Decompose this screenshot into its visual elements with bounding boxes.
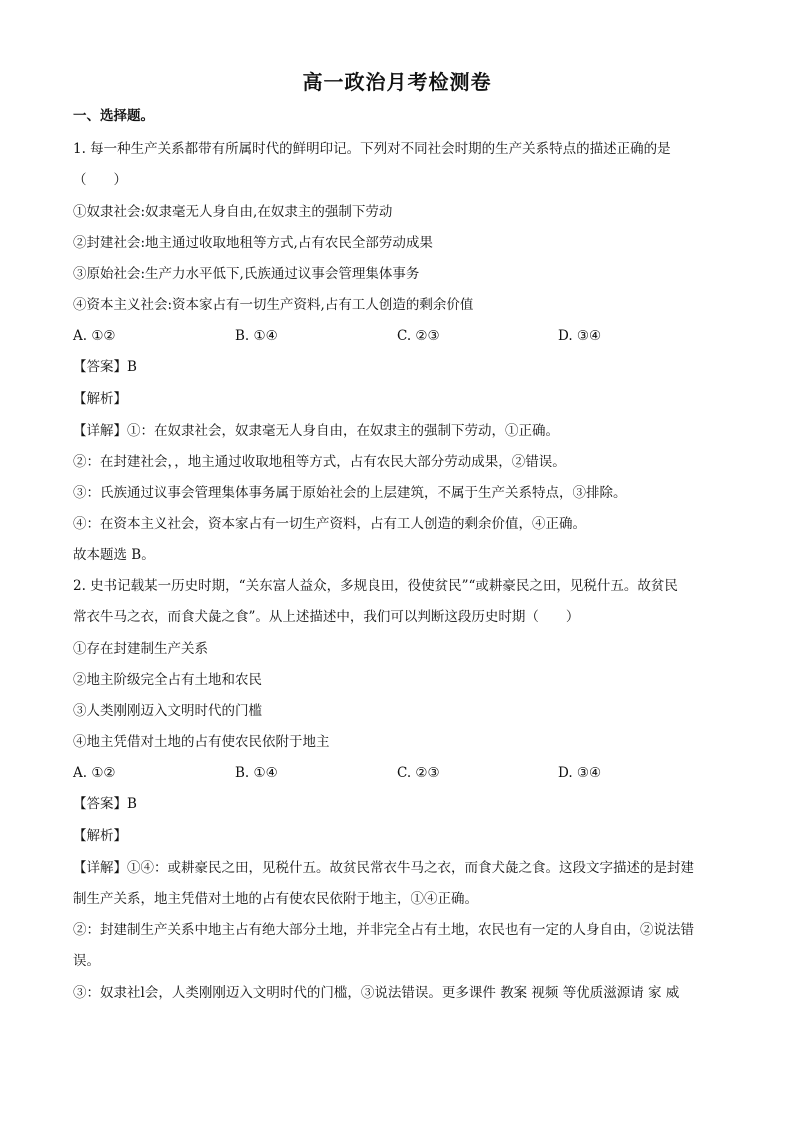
q1-stem-line1: 1. 每一种生产关系都带有所属时代的鲜明印记。下列对不同社会时期的生产关系特点的描述正确的是 <box>73 141 671 157</box>
q2-option-d: D. ③④ <box>558 765 602 781</box>
q2-explanation-line: 制生产关系，地主凭借对土地的占有使农民依附于地主，①④正确。 <box>73 891 478 907</box>
q1-option-c: C. ②③ <box>397 328 440 344</box>
q1-explanation-line: ③：氏族通过议事会管理集体事务属于原始社会的上层建筑，不属于生产关系特点，③排除。 <box>73 485 627 501</box>
q1-conclusion: 故本题选 B。 <box>73 547 155 563</box>
q1-explanation-line: ④：在资本主义社会，资本家占有一切生产资料，占有工人创造的剩余价值，④正确。 <box>73 516 586 532</box>
q1-option-b: B. ①④ <box>235 328 278 344</box>
q1-option-a: A. ①② <box>73 328 116 344</box>
q1-item-4: ④资本主义社会:资本家占有一切生产资料,占有工人创造的剩余价值 <box>73 297 474 313</box>
q2-option-b: B. ①④ <box>235 765 278 781</box>
q1-analysis-label: 【解析】 <box>73 391 127 407</box>
q2-explanation-line: ②：封建制生产关系中地主占有绝大部分土地，并非完全占有土地，农民也有一定的人身自由，②说法错 <box>73 922 694 938</box>
page-title: 高一政治月考检测卷 <box>302 70 492 94</box>
q1-explanation-line: 【详解】①：在奴隶社会，奴隶毫无人身自由，在奴隶主的强制下劳动，①正确。 <box>73 423 559 439</box>
q1-item-2: ②封建社会:地主通过收取地租等方式,占有农民全部劳动成果 <box>73 235 433 251</box>
q2-analysis-label: 【解析】 <box>73 828 127 844</box>
q2-item-4: ④地主凭借对土地的占有使农民依附于地主 <box>73 734 330 750</box>
q2-option-a: A. ①② <box>73 765 116 781</box>
q1-item-1: ①奴隶社会:奴隶毫无人身自由,在奴隶主的强制下劳动 <box>73 204 393 220</box>
q2-answer: 【答案】B <box>73 796 137 812</box>
q2-option-c: C. ②③ <box>397 765 440 781</box>
q2-stem-line1: 2. 史书记载某一历史时期，“关东富人益众，多规良田，役使贫民”“或耕豪民之田，见税什五。故贫民 <box>73 578 678 594</box>
q2-stem-line2: 常衣牛马之衣，而食犬彘之食”。从上述描述中，我们可以判断这段历史时期（ ） <box>73 609 580 625</box>
q2-item-2: ②地主阶级完全占有土地和农民 <box>73 672 262 688</box>
q2-explanation-line: 误。 <box>73 953 100 969</box>
q2-item-1: ①存在封建制生产关系 <box>73 641 208 657</box>
q2-item-3: ③人类刚刚迈入文明时代的门槛 <box>73 703 262 719</box>
q2-explanation-line: ③：奴隶社l会，人类刚刚迈入文明时代的门槛，③说法错误。更多课件 教案 视频 等优质滋源请 家 威 <box>73 985 680 1001</box>
q1-stem-line2: （ ） <box>73 172 127 188</box>
q1-item-3: ③原始社会:生产力水平低下,氏族通过议事会管理集体事务 <box>73 266 420 282</box>
q1-explanation-line: ②：在封建社会，，地主通过收取地租等方式，占有农民大部分劳动成果，②错误。 <box>73 454 566 470</box>
q1-option-d: D. ③④ <box>558 328 602 344</box>
q1-answer: 【答案】B <box>73 359 137 375</box>
q2-explanation-line: 【详解】①④：或耕豪民之田，见税什五。故贫民常衣牛马之衣，而食犬彘之食。这段文字描述的是封建 <box>73 860 694 876</box>
section-heading: 一、选择题。 <box>73 108 154 124</box>
